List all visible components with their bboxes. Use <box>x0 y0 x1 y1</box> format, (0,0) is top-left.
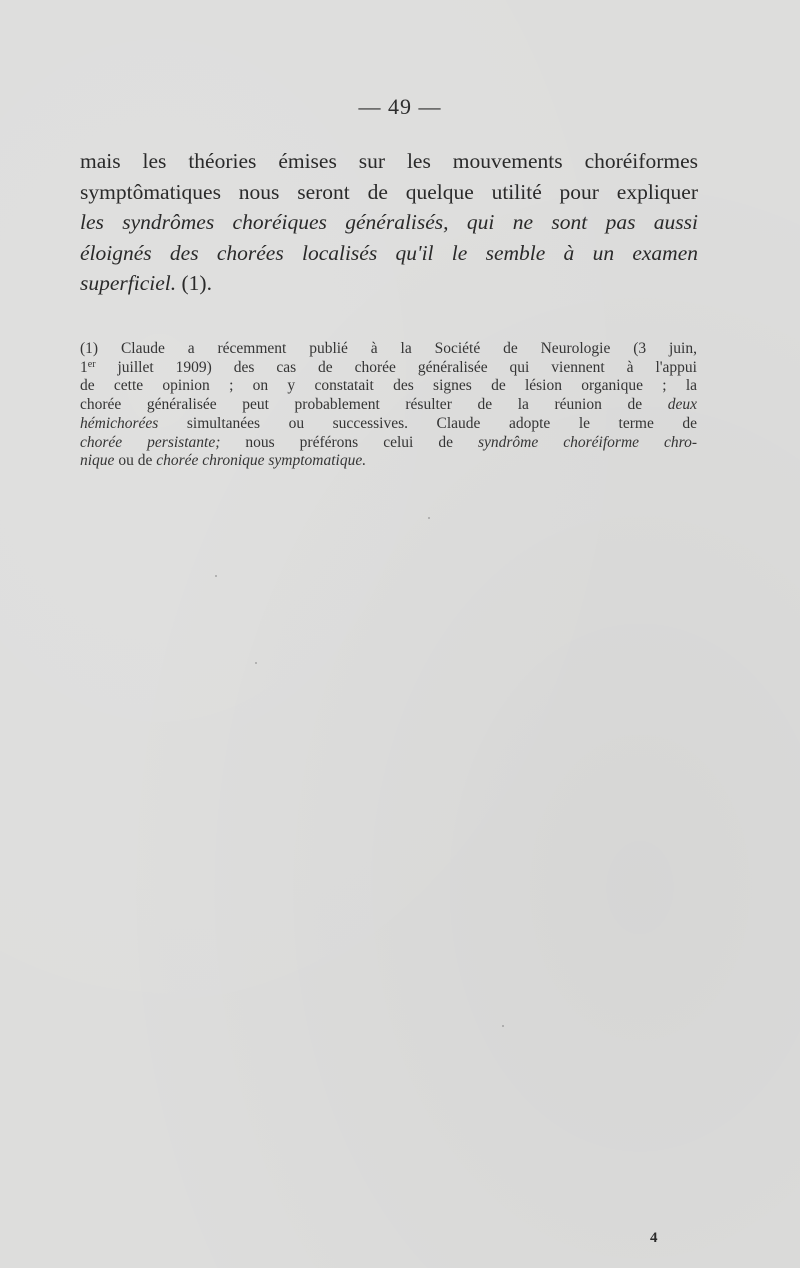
footnote-line-last <box>80 452 697 471</box>
italic-text: superficiel. <box>80 271 177 295</box>
italic-text: chorée persistante; <box>80 433 221 451</box>
footnote-line <box>80 415 697 434</box>
footnote-text: ou de <box>118 452 153 470</box>
footnote-line <box>80 359 697 378</box>
body-paragraph <box>80 146 698 299</box>
footnote-text: juillet 1909) des cas de chorée généralisée qui viennent à l'appui <box>117 358 697 376</box>
italic-text: hémichorées <box>80 414 159 432</box>
paper-speck <box>215 575 217 577</box>
italic-text: chorée chronique symptomatique. <box>156 452 367 470</box>
body-line-last <box>80 268 698 299</box>
body-line: symptômatiques nous seront de quelque utilité pour expliquer <box>80 179 698 204</box>
body-line-italic <box>80 238 698 269</box>
body-line-italic <box>80 207 698 238</box>
signature-mark: 4 <box>650 1230 658 1246</box>
italic-text: nique <box>80 452 115 470</box>
italic-text: deux <box>667 396 698 414</box>
footnote <box>80 340 697 471</box>
body-line: mais les théories émises sur les mouvements choréiformes <box>80 149 698 173</box>
italic-text: les syndrômes choréiques généralisés, qui ne sont pas aussi <box>80 210 698 234</box>
page-number: — 49 — <box>358 94 442 119</box>
paper-speck <box>428 517 430 519</box>
footnote-line <box>80 434 697 453</box>
footnote-reference: (1). <box>181 271 212 295</box>
paper-speck <box>255 662 257 664</box>
footnote-text: simultanées ou successives. Claude adopte le terme de <box>186 414 698 432</box>
footnote-text: chorée généralisée peut probablement résulter de la réunion de <box>80 396 643 414</box>
italic-text: syndrôme choréiforme chro- <box>477 433 698 451</box>
footnote-line: de cette opinion ; on y constatait des signes de lésion organique ; la <box>80 377 697 395</box>
italic-text: éloignés des chorées localisés qu'il le semble à un examen <box>80 240 698 265</box>
ordinal-suffix: er <box>87 358 96 370</box>
ordinal-number: 1 <box>80 358 88 376</box>
footnote-text: nous préférons celui de <box>245 433 453 451</box>
footnote-line: (1) Claude a récemment publié à la Société de Neurologie (3 juin, <box>80 340 697 357</box>
footnote-line <box>80 396 697 415</box>
paper-speck <box>502 1025 504 1027</box>
